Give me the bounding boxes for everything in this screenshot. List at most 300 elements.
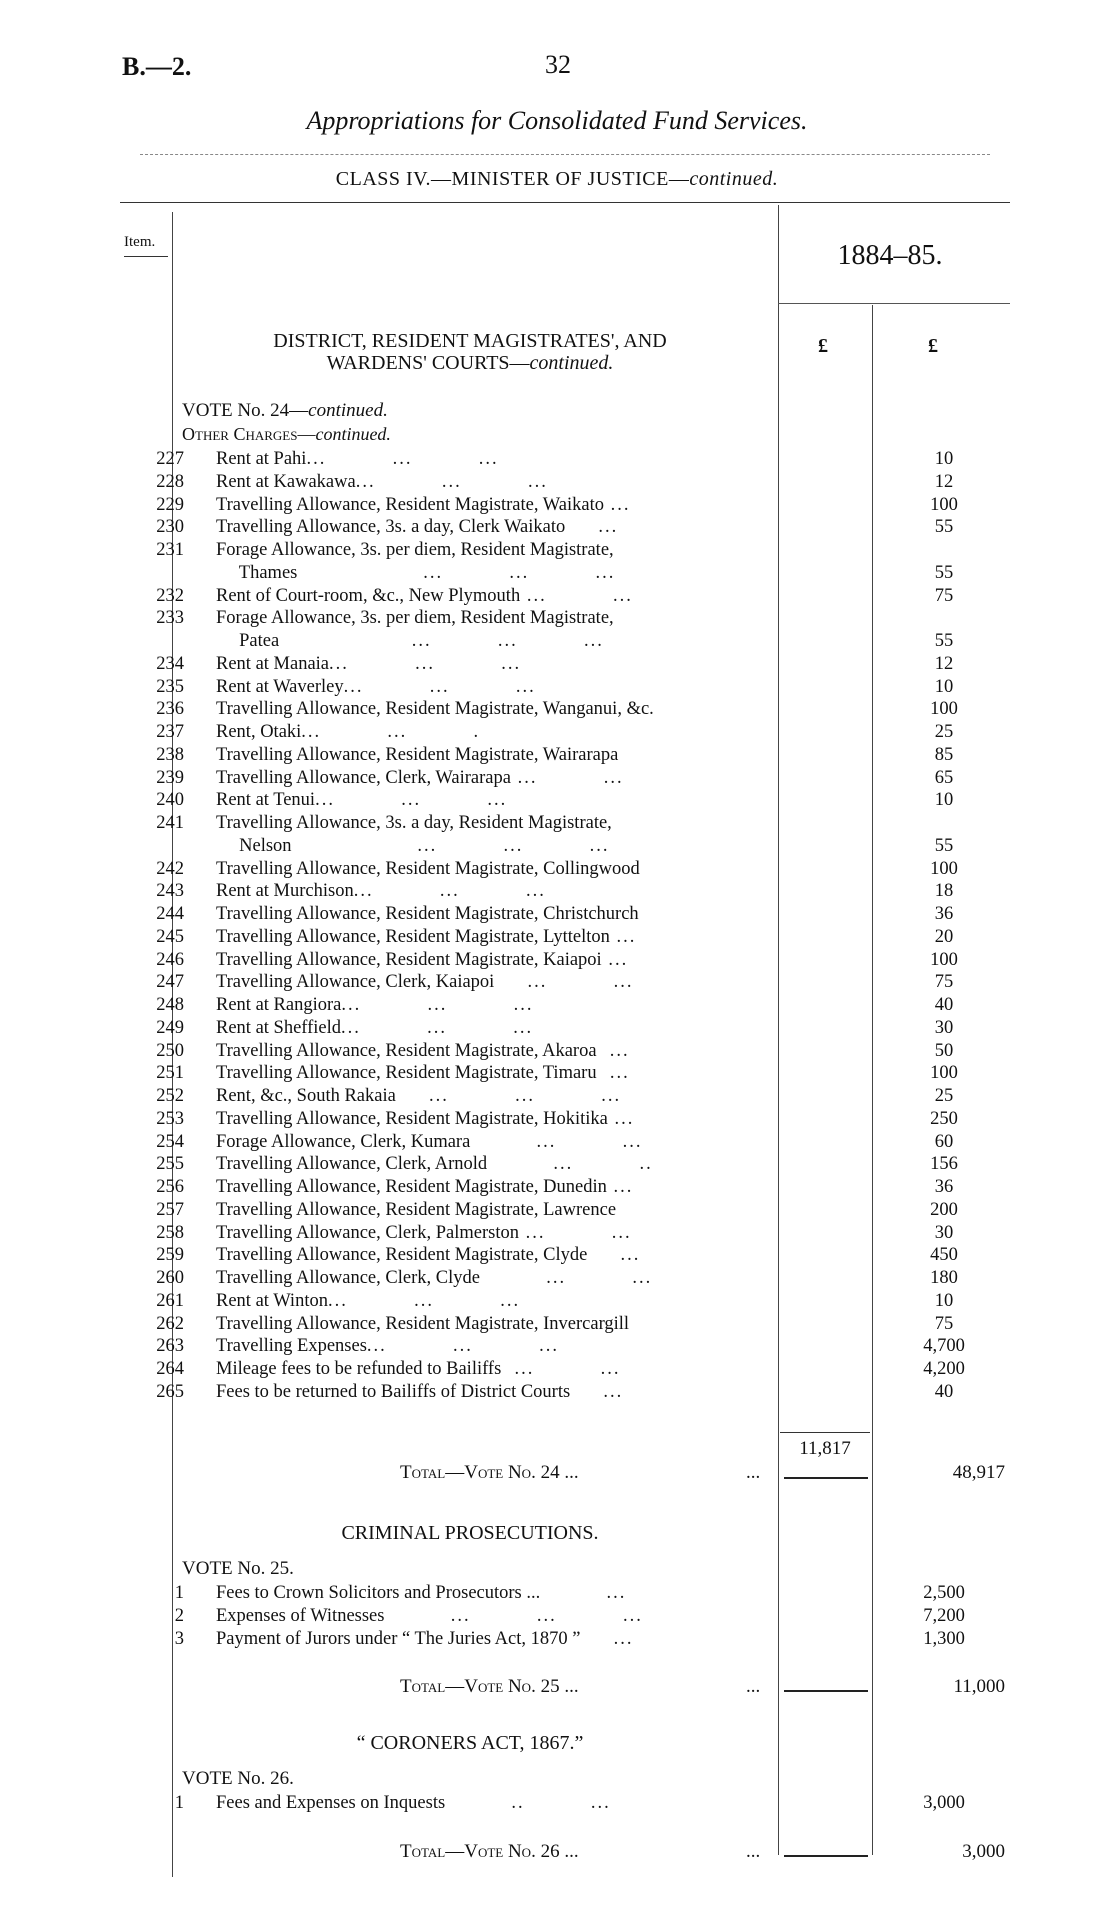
vote-26-total: 3,000 xyxy=(962,1841,1005,1862)
section-heading-coroners-act: “ CORONERS ACT, 1867.” xyxy=(356,1732,584,1754)
vote-25-heading: VOTE No. 25. xyxy=(182,1558,294,1579)
item-number: 252 xyxy=(156,1086,184,1106)
item-description-text: Fees and Expenses on Inquests xyxy=(216,1793,446,1813)
item-description-text: Nelson xyxy=(216,835,292,856)
item-description xyxy=(216,471,888,493)
item-amount: 55 xyxy=(934,835,954,856)
item-amount: 450 xyxy=(930,1245,958,1266)
item-amount: 30 xyxy=(934,1222,954,1243)
vote-24-total-bar xyxy=(784,1477,868,1479)
item-description-text: Travelling Allowance, Resident Magistrate, Wairarapa xyxy=(216,744,619,765)
item-number: 265 xyxy=(156,1381,184,1402)
section-heading-line2 xyxy=(180,352,760,374)
vote-24-heading xyxy=(182,400,388,422)
item-description xyxy=(216,539,888,561)
table-row xyxy=(120,812,940,834)
table-row xyxy=(120,858,958,880)
item-number: 261 xyxy=(156,1290,184,1311)
item-description xyxy=(216,767,888,789)
leader-dots: ... xyxy=(607,1108,635,1129)
item-description xyxy=(216,835,888,857)
item-number: 231 xyxy=(156,540,184,560)
item-number: 2 xyxy=(174,1605,184,1626)
item-amount: 40 xyxy=(934,995,954,1015)
item-description-text: Rent at Winton xyxy=(216,1290,328,1311)
section-heading-line2-cont: continued. xyxy=(529,352,614,374)
item-description xyxy=(216,789,888,811)
item-description-text: Rent of Court-room, &c., New Plymouth xyxy=(216,585,521,606)
item-number: 232 xyxy=(156,585,184,606)
item-number: 248 xyxy=(156,995,184,1015)
item-description xyxy=(216,812,888,834)
item-number: 239 xyxy=(156,767,184,788)
leader-dots: ... ... ... xyxy=(297,562,616,583)
item-description xyxy=(216,744,888,766)
item-description-text: Travelling Allowance, 3s. a day, Resident Magistrate, xyxy=(216,813,612,833)
item-amount: 55 xyxy=(934,631,954,651)
table-row xyxy=(120,903,954,925)
item-number: 262 xyxy=(156,1313,184,1334)
leader-dots: ... ... xyxy=(479,1268,653,1288)
leader-dots: ... ... ... xyxy=(353,881,546,902)
leader-dots: ... xyxy=(601,949,629,970)
item-description xyxy=(216,1290,888,1312)
item-amount: 250 xyxy=(930,1108,958,1129)
leader-dots: .. ... xyxy=(445,1793,611,1813)
class-heading-text: CLASS IV.—MINISTER OF JUSTICE— xyxy=(335,168,690,190)
item-description-text: Thames xyxy=(216,562,298,583)
item-amount: 12 xyxy=(934,653,954,674)
item-description-text: Travelling Allowance, Resident Magistrate, Christchurch xyxy=(216,904,639,924)
other-charges-label: Other Charges— xyxy=(182,424,316,444)
item-description xyxy=(216,1582,888,1604)
leader-dots: ... xyxy=(540,1583,627,1603)
item-number: 244 xyxy=(156,904,184,924)
vote-26-total-dots: ... xyxy=(746,1841,761,1862)
leader-dots: ... ... ... xyxy=(291,835,610,856)
item-description-text: Rent at Sheffield xyxy=(216,1017,342,1038)
table-row xyxy=(120,1131,954,1153)
item-description xyxy=(216,1358,888,1380)
item-description-text: Fees to Crown Solicitors and Prosecutors ... xyxy=(216,1583,541,1603)
item-description-text: Travelling Allowance, Resident Magistrate, Clyde xyxy=(216,1245,588,1266)
item-amount: 55 xyxy=(934,562,954,583)
leader-dots: ... ... ... xyxy=(384,1605,643,1626)
leader-dots: ... xyxy=(596,1063,630,1084)
item-description xyxy=(216,448,888,470)
item-header-rule xyxy=(124,256,168,257)
vote-24-total: 48,917 xyxy=(952,1462,1005,1483)
item-description-text: Expenses of Witnesses xyxy=(216,1605,385,1626)
table-row xyxy=(120,789,954,811)
item-amount: 180 xyxy=(930,1268,958,1288)
item-description xyxy=(216,1267,888,1289)
item-amount: 40 xyxy=(934,1381,954,1402)
vote-24-subtotal: 11,817 xyxy=(799,1438,851,1459)
table-row xyxy=(120,744,954,766)
table-row xyxy=(120,471,954,493)
item-number: 233 xyxy=(156,608,184,629)
item-amount: 36 xyxy=(934,904,954,924)
item-description xyxy=(216,1313,888,1335)
item-amount: 10 xyxy=(934,676,954,697)
leader-dots: ... ... ... xyxy=(341,1017,534,1038)
item-amount: 4,200 xyxy=(923,1359,965,1379)
leader-dots: ... xyxy=(570,1381,624,1402)
item-number: 229 xyxy=(156,494,184,515)
table-row xyxy=(120,494,958,516)
item-number: 251 xyxy=(156,1063,184,1084)
item-description-text: Forage Allowance, 3s. per diem, Resident Magistrate, xyxy=(216,608,614,629)
table-row xyxy=(120,1176,954,1198)
vote-25-total-dots: ... xyxy=(746,1676,761,1697)
item-number: 249 xyxy=(156,1017,184,1038)
leader-dots: ... xyxy=(606,1177,634,1197)
item-number: 243 xyxy=(156,881,184,902)
table-row xyxy=(120,1153,958,1175)
year-header: 1884–85. xyxy=(837,240,943,271)
table-row xyxy=(120,1267,958,1289)
item-description xyxy=(216,630,888,652)
table-row xyxy=(120,539,940,561)
pound-sign-2: £ xyxy=(928,335,938,357)
table-row xyxy=(120,1313,954,1335)
item-amount: 60 xyxy=(934,1131,954,1152)
table-row xyxy=(120,1017,954,1039)
vote-26-heading: VOTE No. 26. xyxy=(182,1768,294,1789)
vote-25-total: 11,000 xyxy=(953,1676,1005,1697)
item-description-text: Travelling Allowance, Clerk, Kaiapoi xyxy=(216,972,495,993)
vote-26-total-bar xyxy=(784,1855,868,1857)
item-description-text: Travelling Allowance, Resident Magistrate, Invercargill xyxy=(216,1313,630,1334)
item-description-text: Forage Allowance, 3s. per diem, Resident Magistrate, xyxy=(216,540,614,560)
item-description xyxy=(216,698,888,720)
leader-dots: ... ... ... xyxy=(329,653,522,674)
leader-dots: ... ... ... xyxy=(355,471,548,492)
item-description-text: Travelling Allowance, Resident Magistrate, Lyttelton xyxy=(216,926,610,947)
item-description xyxy=(216,1335,888,1357)
item-description-text: Travelling Allowance, Resident Magistrate, Hokitika xyxy=(216,1108,608,1129)
leader-dots: ... ... xyxy=(520,585,633,606)
vote-24-cont: continued. xyxy=(308,400,388,421)
item-description xyxy=(216,1381,888,1403)
item-description xyxy=(216,516,888,538)
year-rule xyxy=(778,303,1010,304)
item-amount: 10 xyxy=(934,790,954,811)
item-description xyxy=(216,1040,888,1062)
vote-24-total-label: Total—Vote No. 24 ... xyxy=(400,1462,579,1483)
section-heading-line2-text: WARDENS' COURTS— xyxy=(326,352,530,374)
item-number: 258 xyxy=(156,1222,184,1243)
vote-25-total-bar xyxy=(784,1690,868,1692)
item-amount: 25 xyxy=(934,722,954,742)
table-row xyxy=(120,880,954,902)
table-row xyxy=(120,1290,954,1312)
item-description-text: Rent at Rangiora xyxy=(216,995,342,1015)
item-description-text: Travelling Allowance, Resident Magistrate, Collingwood xyxy=(216,858,640,879)
table-row xyxy=(120,767,954,789)
item-amount: 30 xyxy=(934,1017,954,1038)
item-description xyxy=(216,1017,888,1039)
item-amount: 25 xyxy=(934,1086,954,1106)
item-amount: 36 xyxy=(934,1177,954,1197)
table-row xyxy=(120,949,958,971)
item-description-text: Mileage fees to be refunded to Bailiffs xyxy=(216,1359,502,1379)
table-row xyxy=(120,1062,958,1084)
item-description-text: Travelling Allowance, Resident Magistrate, Waikato xyxy=(216,494,604,515)
item-number: 259 xyxy=(156,1245,184,1266)
item-number: 263 xyxy=(156,1336,184,1357)
item-number: 247 xyxy=(156,972,184,993)
leader-dots: ... .. xyxy=(487,1154,653,1175)
title-rule xyxy=(140,154,990,155)
table-row xyxy=(120,926,954,948)
item-description xyxy=(216,994,888,1016)
subtotal-rule xyxy=(780,1432,870,1433)
table-row xyxy=(120,1040,954,1062)
leader-dots: ... ... xyxy=(510,767,624,788)
leader-dots: ... ... xyxy=(494,972,634,993)
item-description-text: Rent at Pahi xyxy=(216,449,307,469)
item-number: 245 xyxy=(156,926,184,947)
table-row xyxy=(120,1085,954,1107)
item-description xyxy=(216,676,888,698)
item-description xyxy=(216,949,888,971)
vote-26-total-label: Total—Vote No. 26 ... xyxy=(400,1841,579,1862)
leader-dots: ... xyxy=(603,494,631,515)
table-row xyxy=(120,516,954,538)
table-row xyxy=(120,676,954,698)
item-description-text: Travelling Allowance, Clerk, Clyde xyxy=(216,1268,480,1288)
item-number: 256 xyxy=(156,1177,184,1197)
table-row xyxy=(120,653,954,675)
table-row xyxy=(120,1792,965,1814)
item-description xyxy=(216,1085,888,1107)
item-description-text: Travelling Allowance, Resident Magistrate, Akaroa xyxy=(216,1040,597,1061)
item-amount: 100 xyxy=(930,494,958,515)
item-description xyxy=(216,926,888,948)
leader-dots: ... ... ... xyxy=(366,1336,560,1357)
table-row xyxy=(120,1222,954,1244)
section-heading-line1: DISTRICT, RESIDENT MAGISTRATES', AND xyxy=(273,330,667,352)
item-description-text: Travelling Expenses xyxy=(216,1336,367,1357)
item-amount: 156 xyxy=(930,1154,958,1175)
item-description xyxy=(216,880,888,902)
other-charges-cont: continued. xyxy=(315,424,391,444)
item-amount: 10 xyxy=(934,1290,954,1311)
item-number: 234 xyxy=(156,653,184,674)
item-description xyxy=(216,903,888,925)
table-row xyxy=(120,1381,954,1403)
vote-25-total-label: Total—Vote No. 25 ... xyxy=(400,1676,579,1697)
item-description xyxy=(216,607,888,629)
item-description-text: Travelling Allowance, Resident Magistrate, Wanganui, &c. xyxy=(216,699,654,720)
item-amount: 4,700 xyxy=(923,1336,965,1357)
item-description xyxy=(216,1628,888,1650)
table-row xyxy=(120,1199,958,1221)
document-reference: B.—2. xyxy=(122,52,192,81)
item-number: 241 xyxy=(156,813,184,833)
item-description xyxy=(216,1792,888,1814)
item-description-text: Rent at Waverley xyxy=(216,676,344,697)
leader-dots: ... ... ... xyxy=(341,995,534,1015)
item-amount: 50 xyxy=(934,1040,954,1061)
vote-24-label: VOTE No. 24— xyxy=(182,400,309,421)
other-charges-heading xyxy=(182,424,391,445)
item-amount: 200 xyxy=(930,1199,958,1220)
pound-sign-1: £ xyxy=(818,335,828,357)
item-amount: 18 xyxy=(934,881,954,902)
item-amount: 85 xyxy=(934,744,954,765)
item-description-text: Travelling Allowance, Clerk, Palmerston xyxy=(216,1222,519,1243)
item-number: 253 xyxy=(156,1108,184,1129)
item-amount: 100 xyxy=(930,858,958,879)
item-number: 250 xyxy=(156,1040,184,1061)
item-amount: 100 xyxy=(930,949,958,970)
item-description-text: Forage Allowance, Clerk, Kumara xyxy=(216,1131,471,1152)
table-row xyxy=(120,562,954,584)
section-heading-district-courts xyxy=(180,330,760,374)
leader-dots: ... xyxy=(609,926,637,947)
item-amount: 100 xyxy=(930,1063,958,1084)
item-amount: 10 xyxy=(934,449,954,469)
item-amount: 65 xyxy=(934,767,954,788)
item-amount: 55 xyxy=(934,517,954,538)
item-description xyxy=(216,1131,888,1153)
leader-dots: ... ... ... xyxy=(306,449,499,469)
table-row xyxy=(120,448,954,470)
table-row xyxy=(120,1628,965,1650)
leader-dots: ... ... ... xyxy=(279,631,604,651)
table-row xyxy=(120,585,954,607)
table-row xyxy=(120,835,954,857)
table-row xyxy=(120,1605,965,1627)
item-description-text: Travelling Allowance, Clerk, Arnold xyxy=(216,1154,488,1175)
item-amount: 75 xyxy=(934,972,954,993)
item-number: 3 xyxy=(174,1628,184,1649)
item-number: 238 xyxy=(156,744,184,765)
leader-dots: ... xyxy=(580,1628,634,1649)
leader-dots: ... ... ... xyxy=(315,790,508,811)
item-number: 260 xyxy=(156,1268,184,1288)
item-description xyxy=(216,971,888,993)
item-amount: 75 xyxy=(934,1313,954,1334)
leader-dots: ... xyxy=(596,1040,630,1061)
item-description xyxy=(216,1062,888,1084)
table-row xyxy=(120,994,954,1016)
table-row xyxy=(120,1358,965,1380)
class-heading xyxy=(0,168,1114,191)
page-number: 32 xyxy=(545,50,571,79)
leader-dots: ... ... . xyxy=(301,722,481,742)
item-description xyxy=(216,494,888,516)
item-number: 264 xyxy=(156,1359,184,1379)
item-description-text: Fees to be returned to Bailiffs of District Courts xyxy=(216,1381,571,1402)
item-number: 228 xyxy=(156,471,184,492)
item-description-text: Travelling Allowance, Resident Magistrate, Lawrence xyxy=(216,1199,617,1220)
leader-dots: ... ... ... xyxy=(327,1290,521,1311)
leader-dots: ... xyxy=(587,1245,641,1266)
item-number: 254 xyxy=(156,1131,184,1152)
item-amount: 1,300 xyxy=(923,1628,965,1649)
class-heading-cont: continued. xyxy=(689,168,779,190)
table-row xyxy=(120,721,954,743)
item-description-text: Rent at Murchison xyxy=(216,881,354,902)
table-row xyxy=(120,1335,965,1357)
leader-dots: ... ... ... xyxy=(395,1086,622,1106)
item-description xyxy=(216,1199,888,1221)
item-description xyxy=(216,653,888,675)
leader-dots: ... ... xyxy=(518,1222,632,1243)
page-title: Appropriations for Consolidated Fund Services. xyxy=(306,106,808,135)
item-description xyxy=(216,1108,888,1130)
item-description-text: Travelling Allowance, Resident Magistrate, Timaru xyxy=(216,1063,597,1084)
item-description-text: Travelling Allowance, Resident Magistrate, Kaiapoi xyxy=(216,949,602,970)
item-description xyxy=(216,858,888,880)
item-description-text: Rent, &c., South Rakaia xyxy=(216,1086,396,1106)
table-top-rule xyxy=(120,202,1010,203)
item-description xyxy=(216,1153,888,1175)
item-number: 227 xyxy=(156,449,184,469)
item-number: 1 xyxy=(174,1793,184,1813)
item-description xyxy=(216,721,888,743)
item-description-text: Travelling Allowance, Resident Magistrate, Dunedin xyxy=(216,1177,607,1197)
item-description xyxy=(216,562,888,584)
table-row xyxy=(120,1108,958,1130)
leader-dots: ... ... xyxy=(501,1359,621,1379)
leader-dots: ... xyxy=(565,517,619,538)
item-description xyxy=(216,585,888,607)
item-amount: 75 xyxy=(934,585,954,606)
item-number: 240 xyxy=(156,790,184,811)
table-row xyxy=(120,971,954,993)
item-description-text: Travelling Allowance, Clerk, Wairarapa xyxy=(216,767,511,788)
item-description-text: Rent at Kawakawa xyxy=(216,471,356,492)
item-number: 255 xyxy=(156,1154,184,1175)
table-row xyxy=(120,607,940,629)
item-number: 1 xyxy=(174,1583,184,1603)
leader-dots: ... ... ... xyxy=(343,676,536,697)
section-heading-criminal-prosecutions: CRIMINAL PROSECUTIONS. xyxy=(341,1522,599,1544)
leader-dots: ... ... xyxy=(470,1131,643,1152)
item-column-header: Item. xyxy=(124,234,156,250)
item-amount: 12 xyxy=(934,471,954,492)
item-description xyxy=(216,1176,888,1198)
item-number: 242 xyxy=(156,858,184,879)
table-row xyxy=(120,1582,965,1604)
item-description xyxy=(216,1605,888,1627)
table-row xyxy=(120,698,958,720)
item-description-text: Rent at Tenui xyxy=(216,790,316,811)
table-row xyxy=(120,1244,958,1266)
item-number: 236 xyxy=(156,699,184,720)
item-amount: 7,200 xyxy=(923,1605,965,1626)
item-amount: 100 xyxy=(930,699,958,720)
item-description xyxy=(216,1244,888,1266)
item-number: 230 xyxy=(156,517,184,538)
item-amount: 2,500 xyxy=(923,1583,965,1603)
item-number: 235 xyxy=(156,676,184,697)
item-description-text: Payment of Jurors under “ The Juries Act, 1870 ” xyxy=(216,1628,581,1649)
item-description xyxy=(216,1222,888,1244)
table-row xyxy=(120,630,954,652)
item-description-text: Travelling Allowance, 3s. a day, Clerk Waikato xyxy=(216,517,566,538)
item-description-text: Patea xyxy=(216,631,280,651)
item-amount: 20 xyxy=(934,926,954,947)
item-amount: 3,000 xyxy=(923,1793,965,1813)
item-number: 257 xyxy=(156,1199,184,1220)
item-description-text: Rent, Otaki xyxy=(216,722,302,742)
